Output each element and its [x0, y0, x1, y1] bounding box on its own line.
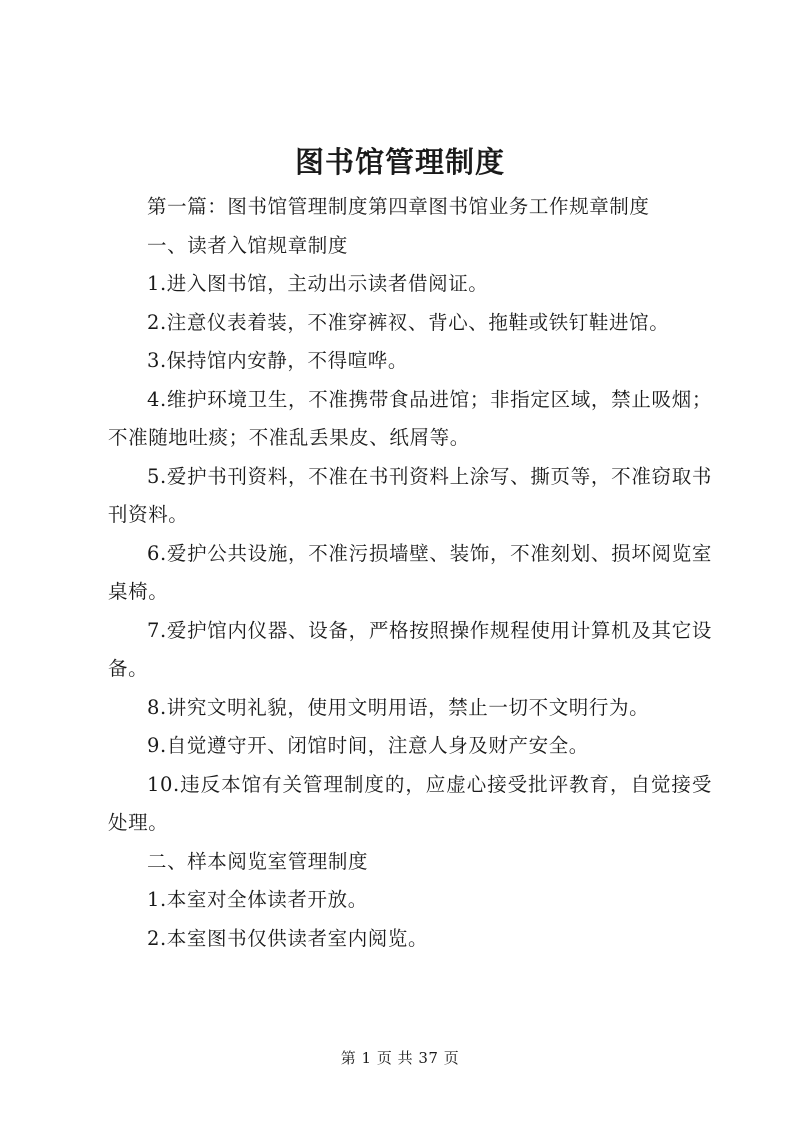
paragraph: 3.保持馆内安静，不得喧哗。 [147, 349, 409, 372]
document-body [108, 188, 712, 958]
paragraph: 5.爱护书刊资料，不准在书刊资料上涂写、撕页等，不准窃取书刊资料。 [108, 464, 712, 526]
page-footer: 第 1 页 共 37 页 [340, 1049, 460, 1067]
paragraph: 7.爱护馆内仪器、设备，严格按照操作规程使用计算机及其它设备。 [108, 618, 712, 680]
paragraph: 2.本室图书仅供读者室内阅览。 [147, 926, 429, 950]
paragraph: 10.违反本馆有关管理制度的，应虚心接受批评教育，自觉接受处理。 [108, 772, 712, 834]
paragraph: 2.注意仪表着装，不准穿裤衩、背心、拖鞋或铁钉鞋进馆。 [147, 310, 670, 334]
section-heading: 二、样本阅览室管理制度 [147, 849, 369, 873]
section-heading: 一、读者入馆规章制度 [147, 233, 349, 257]
paragraph: 6.爱护公共设施，不准污损墙壁、装饰，不准刻划、损坏阅览室桌椅。 [108, 541, 712, 603]
paragraph: 8.讲究文明礼貌，使用文明用语，禁止一切不文明行为。 [147, 695, 650, 719]
paragraph: 1.本室对全体读者开放。 [147, 888, 368, 911]
paragraph: 1.进入图书馆，主动出示读者借阅证。 [147, 272, 489, 295]
paragraph: 9.自觉遵守开、闭馆时间，注意人身及财产安全。 [147, 734, 589, 757]
paragraph: 第一篇：图书馆管理制度第四章图书馆业务工作规章制度 [147, 195, 650, 218]
document-title: 图书馆管理制度 [294, 145, 505, 179]
paragraph: 4.维护环境卫生，不准携带食品进馆；非指定区域，禁止吸烟；不准随地吐痰；不准乱丢果皮、纸屑等。 [108, 387, 712, 449]
